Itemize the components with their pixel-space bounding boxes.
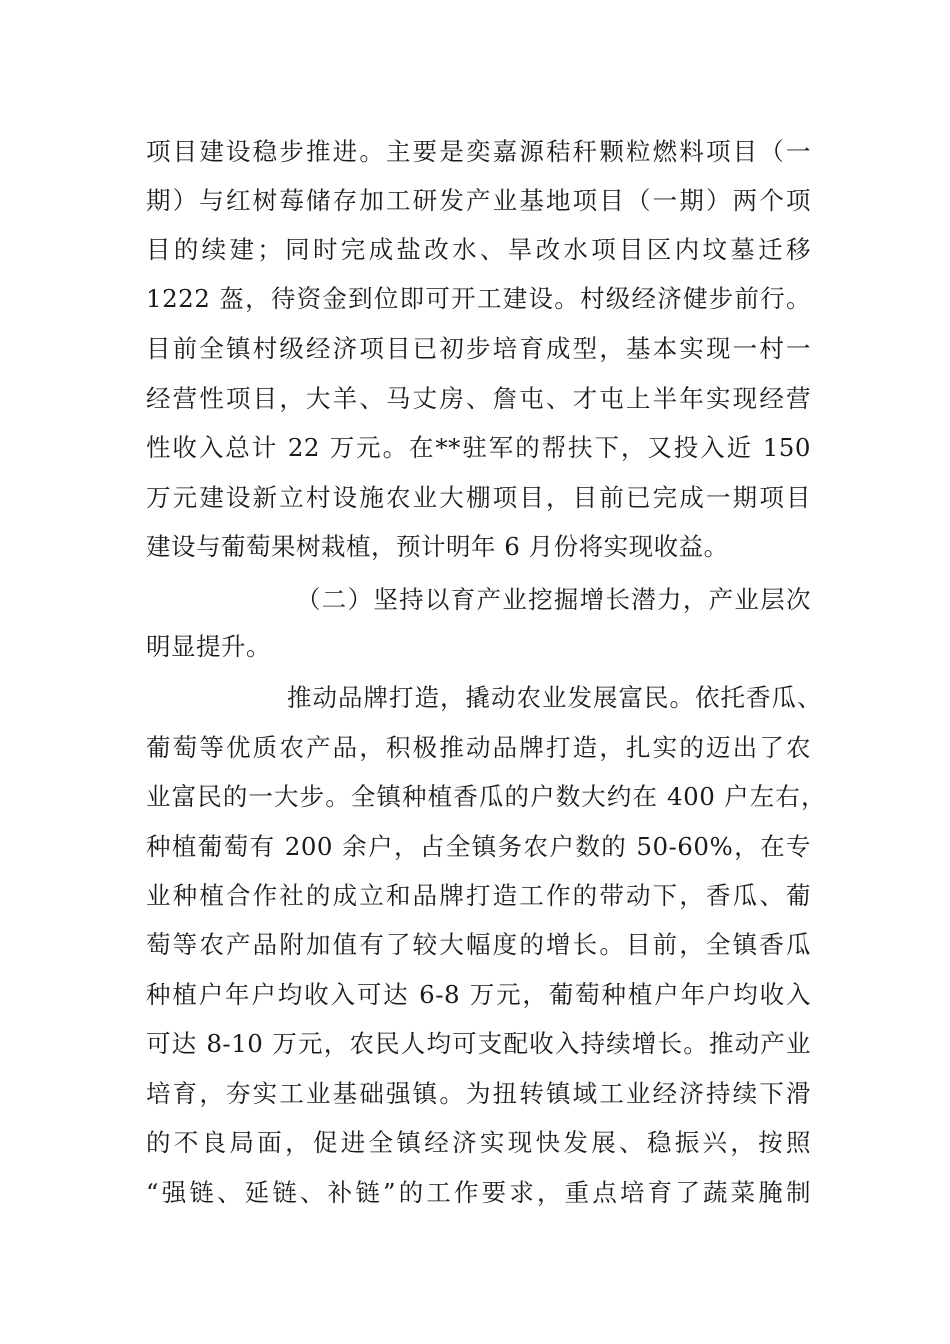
text-line-3: 目的续建；同时完成盐改水、旱改水项目区内坟墓迁移 [146,235,811,264]
section-heading-line-1: （二）坚持以育产业挖掘增长潜力，产业层次 [296,585,811,614]
text-line-15: 种植葡萄有 200 余户，占全镇务农户数的 50-60%，在专 [146,832,811,861]
text-line-21: 的不良局面，促进全镇经济实现快发展、稳振兴，按照 [146,1128,811,1157]
text-line-16: 业种植合作社的成立和品牌打造工作的带动下，香瓜、葡 [146,881,811,910]
text-line-18: 种植户年户均收入可达 6-8 万元，葡萄种植户年户均收入 [146,980,811,1009]
text-line-2: 期）与红树莓储存加工研发产业基地项目（一期）两个项 [146,186,811,215]
text-line-20: 培育，夯实工业基础强镇。为扭转镇域工业经济持续下滑 [146,1079,811,1108]
text-line-1: 项目建设稳步推进。主要是奕嘉源秸秆颗粒燃料项目（一 [146,137,811,166]
text-line-4: 1222 盔，待资金到位即可开工建设。村级经济健步前行。 [146,284,811,313]
text-line-6: 经营性项目，大羊、马丈房、詹屯、才屯上半年实现经营 [146,384,811,413]
text-line-8: 万元建设新立村设施农业大棚项目，目前已完成一期项目 [146,483,811,512]
paragraph-start-line: 推动品牌打造，撬动农业发展富民。依托香瓜、 [287,683,822,712]
text-line-13: 葡萄等优质农产品，积极推动品牌打造，扎实的迈出了农 [146,733,811,762]
text-line-14: 业富民的一大步。全镇种植香瓜的户数大约在 400 户左右， [146,782,826,811]
text-line-7: 性收入总计 22 万元。在**驻军的帮扶下，又投入近 150 [146,433,811,462]
text-line-19: 可达 8-10 万元，农民人均可支配收入持续增长。推动产业 [146,1029,811,1058]
text-line-5: 目前全镇村级经济项目已初步培育成型，基本实现一村一 [146,334,811,363]
text-line-17: 萄等农产品附加值有了较大幅度的增长。目前，全镇香瓜 [146,930,811,959]
text-line-22: “强链、延链、补链”的工作要求，重点培育了蔬菜腌制 [146,1178,811,1207]
text-line-9: 建设与葡萄果树栽植，预计明年 6 月份将实现收益。 [146,532,729,561]
section-heading-line-2: 明显提升。 [146,632,271,661]
